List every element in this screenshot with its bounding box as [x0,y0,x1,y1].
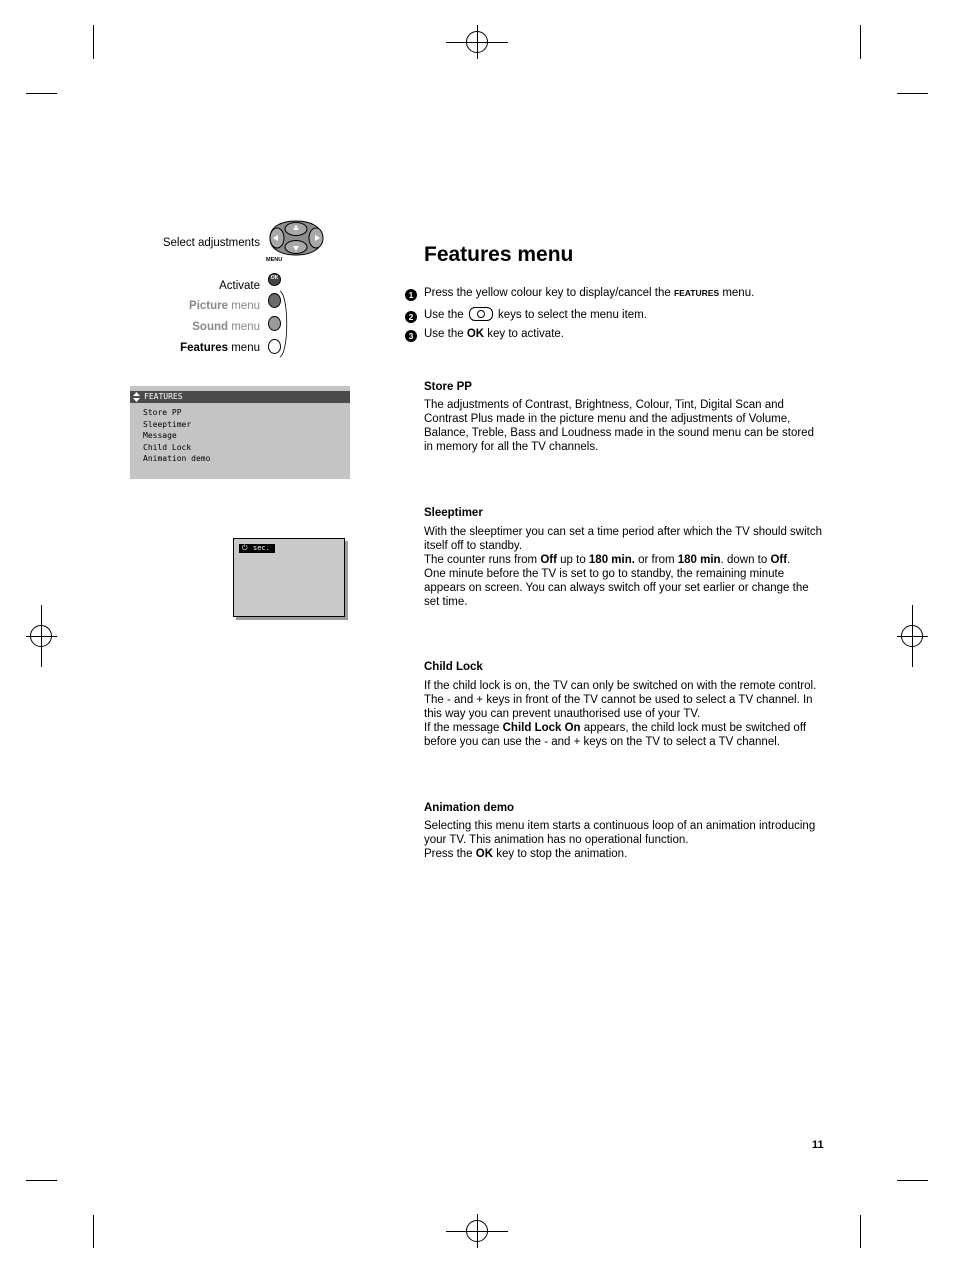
step-number: 2 [405,311,417,323]
store-pp-text: The adjustments of Contrast, Brightness, Colour, Tint, Digital Scan and Contrast Plus made in the picture menu and the adjustments of Volume, Balance, Treble, Bass and Loudness made in the sound menu can be stored in memory for all the TV channels. [424,399,814,453]
sleeptimer-screen [233,538,345,617]
cursor-keys-icon [264,218,328,258]
step-number: 1 [405,289,417,301]
sound-menu-label [60,321,260,333]
crop-mark [26,1180,57,1181]
sleeptimer-heading: Sleeptimer [424,507,483,519]
sleeptimer-p3: One minute before the TV is set to go to standby, the remaining minute appears on screen. You can always switch off your set earlier or change the set time. [424,568,809,608]
step-number: 3 [405,330,417,342]
ok-key-text: OK [270,275,279,281]
crop-mark [93,25,94,59]
osd-item: Animation demo [143,454,211,463]
crop-mark [860,25,861,59]
osd-item: Store PP [143,408,182,417]
child-lock-p1: If the child lock is on, the TV can only be switched on with the remote control. The - and + keys in front of the TV cannot be used to select a TV channel. In this way you can prevent unauthorised use of your TV. [424,680,817,720]
animation-demo-text [424,819,826,861]
page-number: 11 [812,1139,824,1151]
step-3 [405,328,564,342]
sleeptimer-p1: With the sleeptimer you can set a time period after which the TV should switch itself off to standby. [424,526,823,552]
features-osd-menu [130,386,350,479]
osd-title: FEATURES [144,392,183,401]
cursor-keys-small-icon [469,307,493,321]
features-label-bold: Features [180,342,229,354]
sleeptimer-p2: The counter runs from Off up to 180 min. or from 180 min. down to Off. [424,554,791,566]
crop-mark [897,1180,928,1181]
child-lock-text [424,679,826,749]
store-pp-heading: Store PP [424,381,472,393]
animation-demo-heading: Animation demo [424,802,515,814]
sound-label-rest: menu [228,321,260,333]
picture-label-rest: menu [228,300,260,312]
updown-arrows-icon [133,392,140,402]
ok-button [268,273,281,286]
sleeptimer-text [424,525,826,609]
crop-mark [860,1215,861,1248]
features-label-rest: menu [228,342,260,354]
picture-menu-label [60,300,260,312]
osd-item-list [143,407,210,465]
step-text: key to activate. [484,328,564,340]
features-caps: FEATURES [673,288,720,298]
step-2 [405,307,647,323]
animation-demo-p1: Selecting this menu item starts a continuous loop of an animation introducing your TV. This animation has no operational function. [424,820,816,846]
sleep-badge [239,544,275,553]
power-icon: ⏻ [242,544,248,552]
page-title: Features menu [424,243,574,266]
features-menu-label [60,342,260,354]
step-text: Press the yellow colour key to display/cancel the [424,287,674,299]
osd-header [130,391,350,403]
ok-bold: OK [466,328,485,340]
osd-item: Child Lock [143,442,192,452]
step-text: menu. [719,287,755,299]
crop-mark [26,93,57,94]
select-adjustments-label: Select adjustments [162,237,260,249]
sound-label-bold: Sound [192,321,229,333]
step-text: Use the [424,328,467,340]
animation-demo-p2: Press the OK key to stop the animation. [424,848,628,860]
step-1 [405,287,754,301]
picture-label-bold: Picture [189,300,229,312]
sleep-seconds-text: sec. [253,544,270,552]
child-lock-heading: Child Lock [424,661,483,673]
step-text: keys to select the menu item. [494,309,647,321]
activate-label: Activate [219,280,260,292]
step-text: Use the [424,309,467,321]
osd-item: Message [143,431,177,440]
button-group-bracket [279,290,293,358]
menu-key-label: MENU [266,257,283,263]
osd-item: Sleeptimer [143,419,192,429]
crop-mark [897,93,928,94]
child-lock-p2: If the message Child Lock On appears, the child lock must be switched off before you can use the - and + keys on the TV to select a TV channel. [424,722,807,748]
crop-mark [93,1215,94,1248]
